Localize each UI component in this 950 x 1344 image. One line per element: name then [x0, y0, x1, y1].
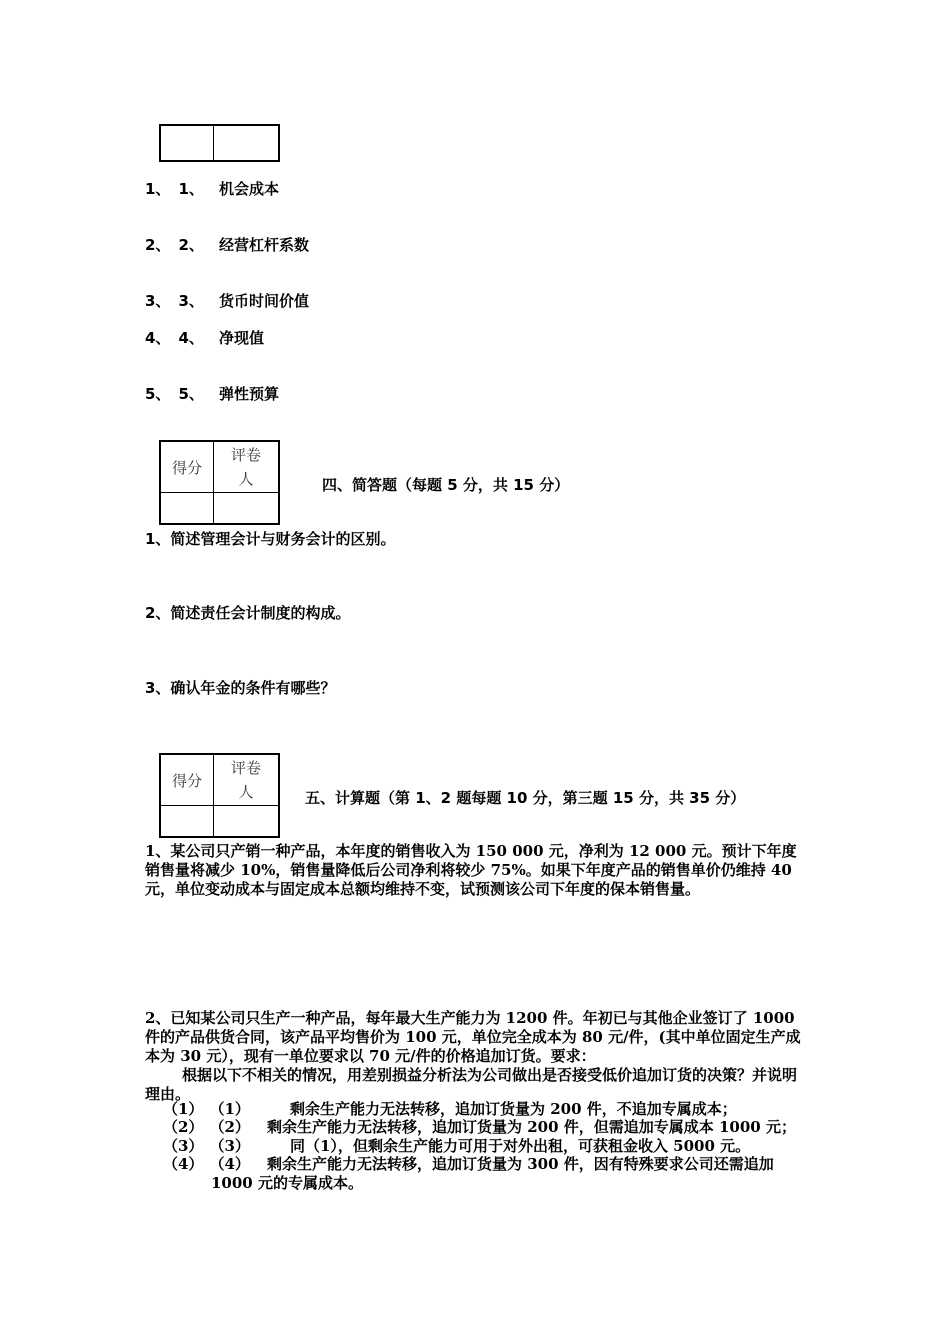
list-item	[163, 1118, 796, 1136]
item-number: （4）	[209, 1155, 250, 1173]
item-number: （1）	[209, 1100, 250, 1118]
term-text: 弹性预算	[219, 385, 280, 403]
problem-1: 1、某公司只产销一种产品，本年度的销售收入为 150 000 元，净利为 12 000 元。预计下年度销售量将减少 10%，销售量降低后公司净利将较少 75%。如果下年度产品的销售单价仍维持 40 元，单位变动成本与固定成本总额均维持不变，试预测该公司下年度的保本销售量。	[145, 842, 797, 898]
grader-cell	[214, 493, 280, 525]
problem-2: 2、已知某公司只生产一种产品，每年最大生产能力为 1200 件。年初已与其他企业签订了 1000 件的产品供货合同，该产品平均售价为 100 元，单位完全成本为 80 元/件，(其中单位固定生产成本为 30 元），现有一单位要求以 70 元/件的价格追加订货。要求：	[145, 1009, 801, 1065]
item-number: （2）	[209, 1118, 250, 1136]
grader-label: 评卷人	[214, 441, 280, 493]
section-title: 五、计算题（第 1、2 题每题 10 分，第三题 15 分，共 35 分）	[305, 789, 746, 807]
term-item	[145, 385, 280, 403]
grader-label: 评卷人	[214, 754, 280, 806]
term-item	[145, 180, 280, 198]
score-cell	[160, 806, 214, 838]
problem-2-requirement: 根据以下不相关的情况，用差别损益分析法为公司做出是否接受低价追加订货的决策？并说明理由。	[145, 1066, 798, 1103]
item-number: （4）	[163, 1155, 204, 1173]
term-number: 4、	[145, 329, 171, 347]
score-box-section5	[159, 753, 280, 838]
term-text: 经营杠杆系数	[219, 236, 310, 254]
term-item	[145, 329, 265, 347]
grader-cell	[214, 125, 280, 161]
term-text: 货币时间价值	[219, 292, 310, 310]
term-number: 2、	[145, 236, 171, 254]
item-number: （3）	[209, 1137, 250, 1155]
score-label: 得分	[160, 754, 214, 806]
question: 3、确认年金的条件有哪些？	[145, 679, 336, 697]
question: 2、简述责任会计制度的构成。	[145, 604, 351, 622]
item-number: （3）	[163, 1137, 204, 1155]
term-number: 1、	[145, 180, 171, 198]
term-number: 3、	[145, 292, 171, 310]
item-number: （2）	[163, 1118, 204, 1136]
section-title: 四、简答题（每题 5 分，共 15 分）	[322, 476, 570, 494]
question: 1、简述管理会计与财务会计的区别。	[145, 530, 396, 548]
term-number: 5、	[145, 385, 171, 403]
term-number: 4、	[178, 329, 204, 347]
list-item	[163, 1155, 774, 1173]
term-text: 机会成本	[219, 180, 280, 198]
term-number: 2、	[178, 236, 204, 254]
score-box-section4	[159, 440, 280, 525]
term-text: 净现值	[219, 329, 265, 347]
item-text: 剩余生产能力无法转移，追加订货量为 300 件，因有特殊要求公司还需追加	[267, 1155, 774, 1173]
term-number: 1、	[178, 180, 204, 198]
term-number: 3、	[178, 292, 204, 310]
term-item	[145, 236, 310, 254]
list-item	[163, 1100, 737, 1118]
score-cell	[160, 125, 214, 161]
list-item-continuation: 1000 元的专属成本。	[211, 1174, 363, 1192]
grader-cell	[214, 806, 280, 838]
item-text: 同（1），但剩余生产能力可用于对外出租，可获租金收入 5000 元。	[290, 1137, 751, 1155]
score-cell	[160, 493, 214, 525]
item-number: （1）	[163, 1100, 204, 1118]
list-item	[163, 1137, 751, 1155]
term-item	[145, 292, 310, 310]
item-text: 剩余生产能力无法转移，追加订货量为 200 件，不追加专属成本；	[290, 1100, 737, 1118]
term-number: 5、	[178, 385, 204, 403]
item-text: 剩余生产能力无法转移，追加订货量为 200 件，但需追加专属成本 1000 元；	[267, 1118, 796, 1136]
score-box-top	[159, 124, 280, 162]
score-label: 得分	[160, 441, 214, 493]
